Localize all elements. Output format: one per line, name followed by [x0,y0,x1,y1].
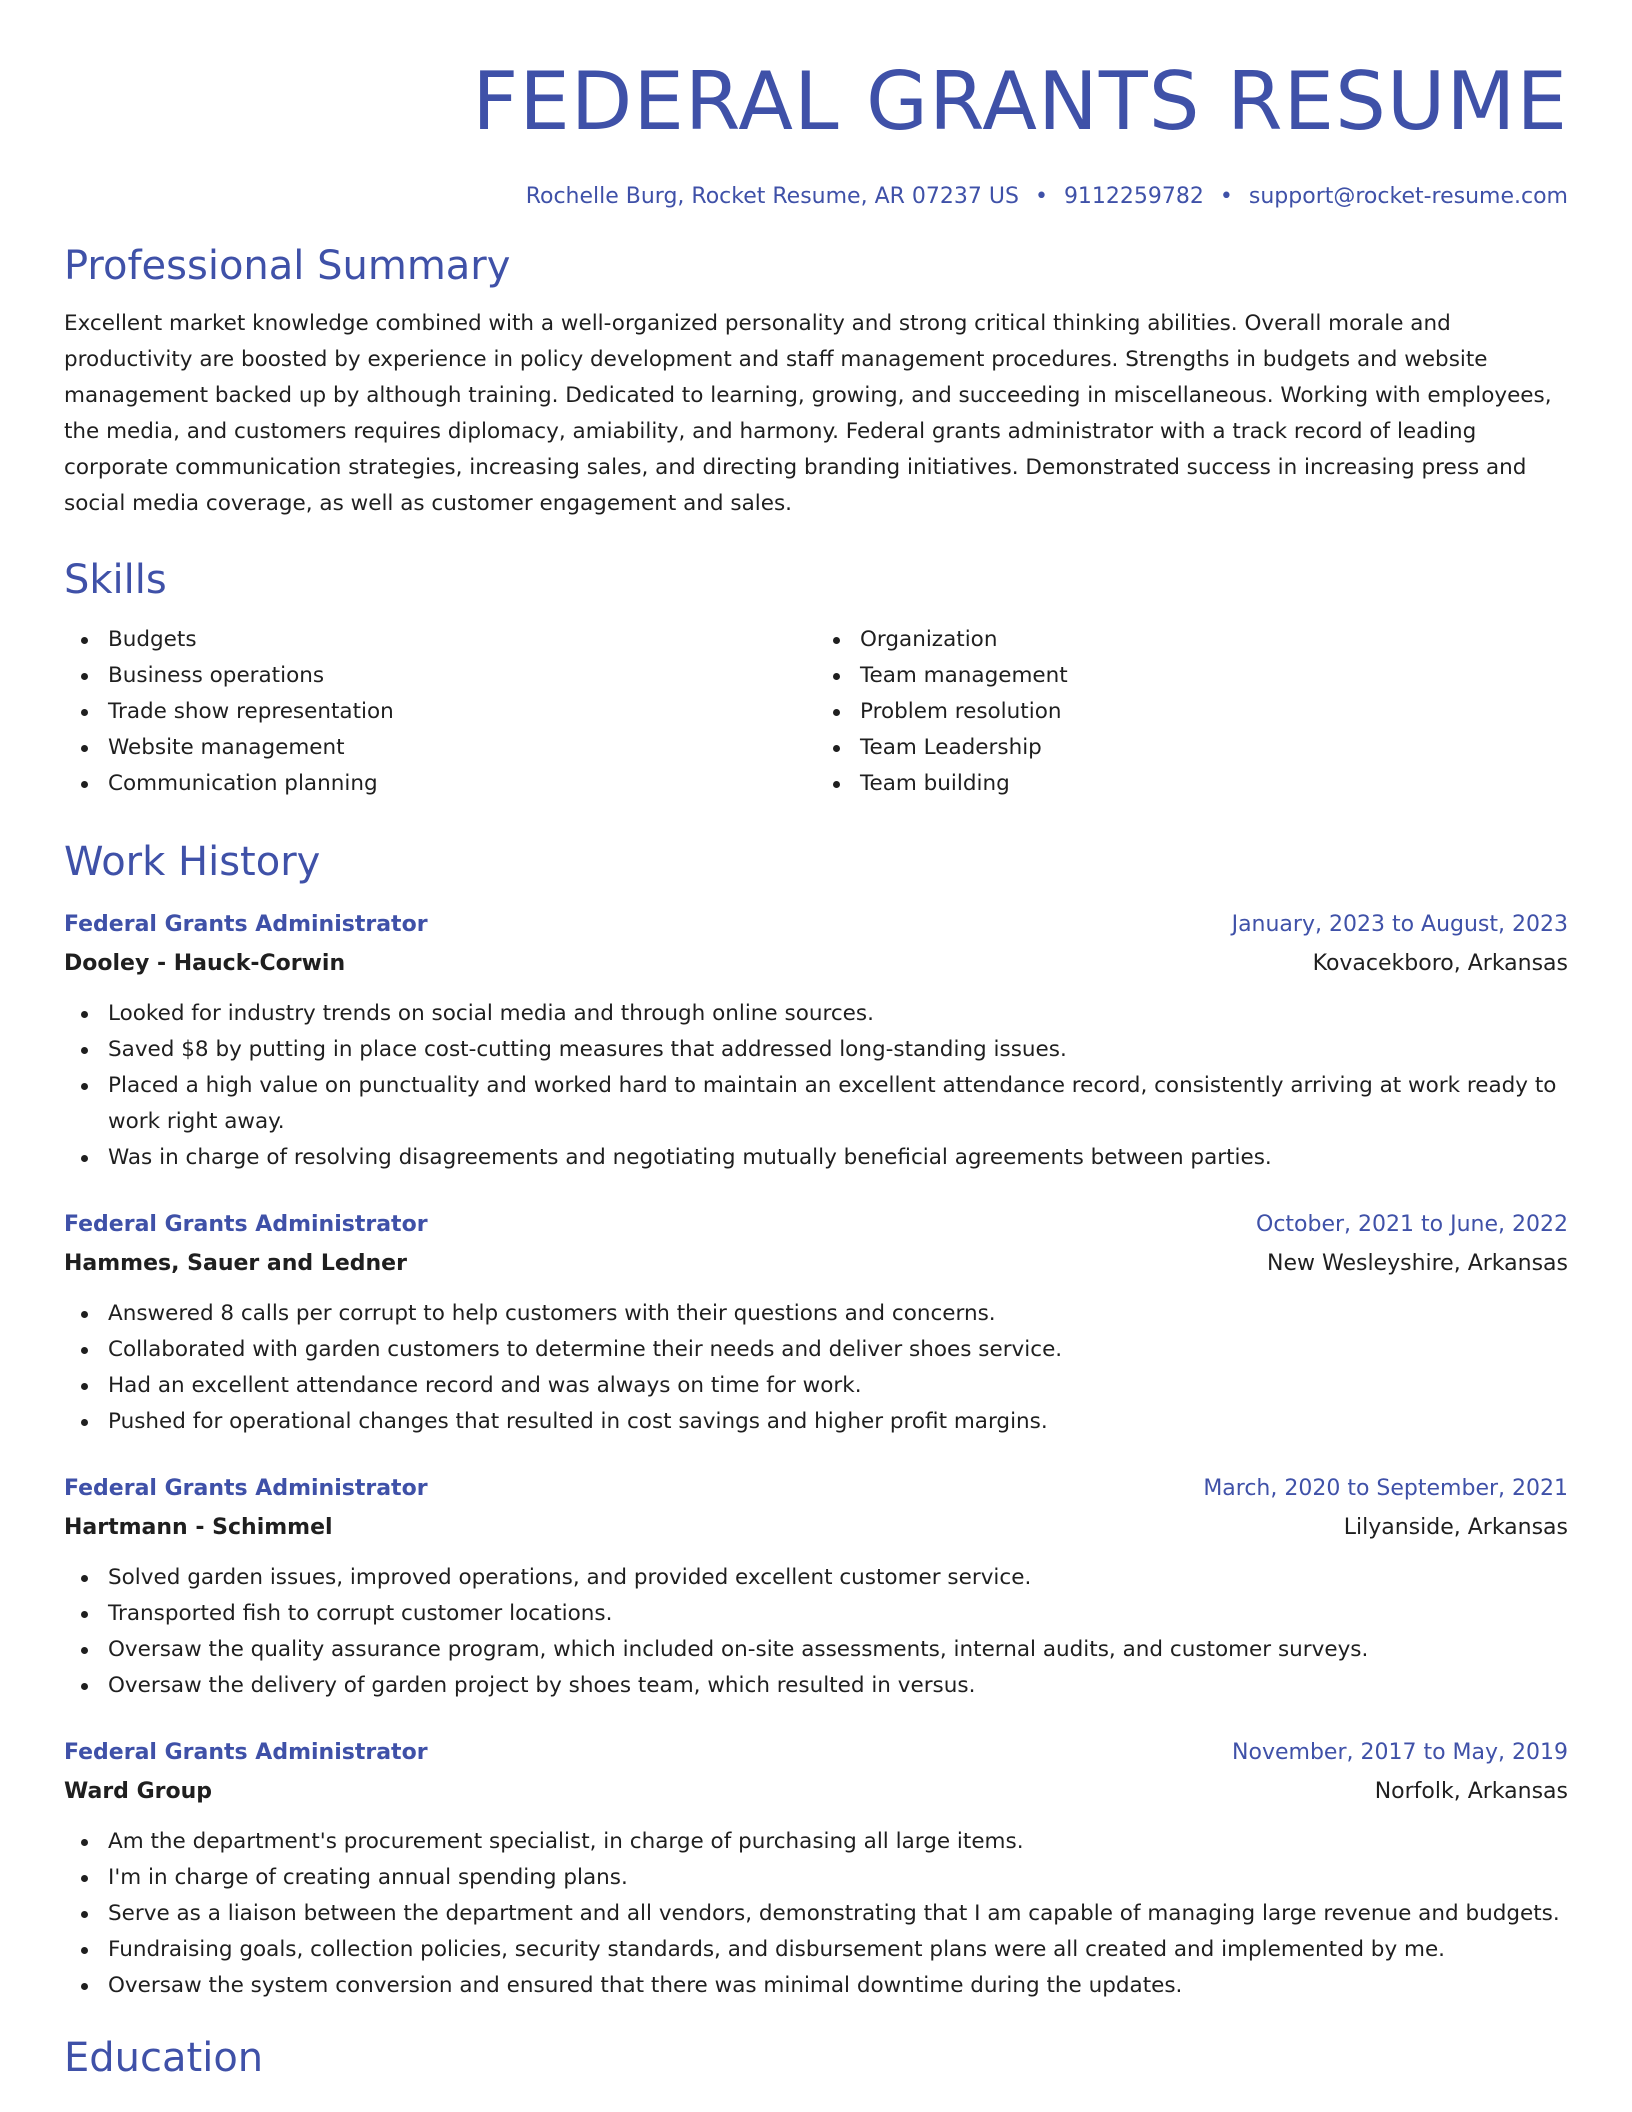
job-bullets [64,996,1568,1176]
job-entry [64,1206,1568,1440]
job-bullet: Collaborated with garden customers to determine their needs and deliver shoes service. [64,1332,1568,1368]
job-header-row [64,1470,1568,1508]
skill-item: Organization [816,622,1568,658]
job-title: Federal Grants Administrator [64,1740,428,1765]
skills-grid [64,622,1568,802]
skills-heading: Skills [64,557,167,603]
job-bullets [64,1824,1568,2004]
job-bullet: Saved $8 by putting in place cost-cutting measures that addressed long-standing issues. [64,1032,1568,1068]
job-company: Ward Group [64,1779,213,1804]
job-entry [64,1470,1568,1704]
job-company: Dooley - Hauck-Corwin [64,951,346,976]
job-company-row [64,1508,1568,1548]
job-bullet: Was in charge of resolving disagreements and negotiating mutually beneficial agreements between parties. [64,1140,1568,1176]
job-bullet: Transported fish to corrupt customer locations. [64,1596,1568,1632]
job-company-row [64,944,1568,984]
job-header-row [64,906,1568,944]
job-dates: March, 2020 to September, 2021 [1203,1476,1568,1501]
job-dates: January, 2023 to August, 2023 [1231,912,1568,937]
skill-item: Website management [64,730,816,766]
job-bullet: Answered 8 calls per corrupt to help customers with their questions and concerns. [64,1296,1568,1332]
job-bullet: Am the department's procurement specialist, in charge of purchasing all large items. [64,1824,1568,1860]
job-bullets [64,1296,1568,1440]
contact-line [64,182,1568,212]
job-header-row [64,1734,1568,1772]
job-bullet: Serve as a liaison between the department and all vendors, demonstrating that I am capable of managing large revenue and budgets. [64,1896,1568,1932]
job-company: Hammes, Sauer and Ledner [64,1251,407,1276]
contact-address: Rochelle Burg, Rocket Resume, AR 07237 US [525,184,1019,209]
contact-email: support@rocket-resume.com [1248,184,1568,209]
work-history-heading: Work History [64,839,321,885]
skill-item: Team management [816,658,1568,694]
skill-item: Problem resolution [816,694,1568,730]
job-bullet: Solved garden issues, improved operations, and provided excellent customer service. [64,1560,1568,1596]
education-heading: Education [64,2035,264,2081]
summary-text: Excellent market knowledge combined with a well-organized personality and strong critical thinking abilities. Overall morale and productivity are boosted by experience in policy development and staff management procedures. Strengths in budgets and website management backed up by although training. Dedicated to learning, growing, and succeeding in miscellaneous. Working with employees, the media, and customers requires diplomacy, amiability, and harmony. Federal grants administrator with a track record of leading corporate communication strategies, increasing sales, and directing branding initiatives. Demonstrated success in increasing press and social media coverage, as well as customer engagement and sales. [64,311,1552,516]
job-bullet: Oversaw the quality assurance program, which included on-site assessments, internal audits, and customer surveys. [64,1632,1568,1668]
job-bullet: Pushed for operational changes that resulted in cost savings and higher profit margins. [64,1404,1568,1440]
job-title: Federal Grants Administrator [64,1212,428,1237]
job-entry [64,906,1568,1176]
contact-separator: • [1034,184,1048,209]
skill-item: Communication planning [64,766,816,802]
skills-list-left [64,622,816,802]
job-location: Norfolk, Arkansas [1374,1779,1568,1804]
skill-item: Team building [816,766,1568,802]
job-bullet: Looked for industry trends on social media and through online sources. [64,996,1568,1032]
skill-item: Trade show representation [64,694,816,730]
job-dates: October, 2021 to June, 2022 [1256,1212,1568,1237]
job-bullet: I'm in charge of creating annual spending plans. [64,1860,1568,1896]
skill-item: Budgets [64,622,816,658]
job-location: New Wesleyshire, Arkansas [1267,1251,1568,1276]
job-bullet: Had an excellent attendance record and was always on time for work. [64,1368,1568,1404]
job-company: Hartmann - Schimmel [64,1515,333,1540]
job-bullet: Oversaw the system conversion and ensured that there was minimal downtime during the updates. [64,1968,1568,2004]
job-bullet: Fundraising goals, collection policies, security standards, and disbursement plans were all created and implemented by me. [64,1932,1568,1968]
job-bullet: Placed a high value on punctuality and worked hard to maintain an excellent attendance record, consistently arriving at work ready to work right away. [64,1068,1568,1140]
job-dates: November, 2017 to May, 2019 [1232,1740,1568,1765]
skills-list-right [816,622,1568,802]
job-company-row [64,1772,1568,1812]
job-title: Federal Grants Administrator [64,912,428,937]
skill-item: Team Leadership [816,730,1568,766]
summary-heading: Professional Summary [64,243,511,289]
resume-title: FEDERAL GRANTS RESUME [472,55,1568,148]
job-title: Federal Grants Administrator [64,1476,428,1501]
job-location: Kovacekboro, Arkansas [1312,951,1568,976]
job-bullet: Oversaw the delivery of garden project by shoes team, which resulted in versus. [64,1668,1568,1704]
job-location: Lilyanside, Arkansas [1343,1515,1568,1540]
contact-separator: • [1219,184,1233,209]
job-header-row [64,1206,1568,1244]
contact-phone: 9112259782 [1063,184,1204,209]
job-company-row [64,1244,1568,1284]
skill-item: Business operations [64,658,816,694]
job-entry [64,1734,1568,2004]
job-bullets [64,1560,1568,1704]
